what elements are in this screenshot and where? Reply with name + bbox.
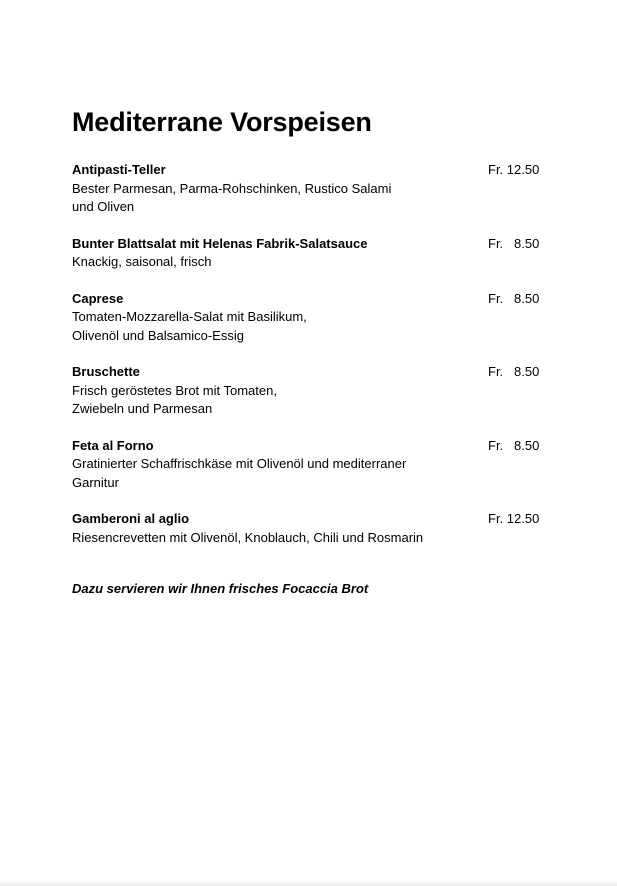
menu-item-description: Riesencrevetten mit Olivenöl, Knoblauch, Chili und Rosmarin	[72, 529, 424, 545]
page-bottom-edge	[0, 880, 617, 886]
menu-item	[72, 510, 552, 547]
menu-item	[72, 437, 552, 493]
menu-item-name: Feta al Forno	[72, 437, 154, 453]
menu-item-name: Gamberoni al aglio	[72, 511, 190, 526]
menu-item-description: Olivenöl und Balsamico-Essig	[72, 327, 244, 343]
menu-item-price: Fr. 8.50	[488, 364, 540, 379]
menu-item-description: Tomaten-Mozzarella-Salat mit Basilikum,	[72, 309, 307, 324]
menu-item	[72, 290, 552, 346]
menu-item-name: Caprese	[72, 290, 124, 306]
menu-item-price: Fr. 12.50	[488, 511, 540, 526]
menu-item-description: Bester Parmesan, Parma-Rohschinken, Rustico Salami	[72, 180, 392, 196]
footnote: Dazu servieren wir Ihnen frisches Focaccia Brot	[72, 581, 369, 596]
menu-item-price: Fr. 8.50	[488, 437, 540, 453]
menu-item-description: und Oliven	[72, 199, 135, 214]
menu-item-price: Fr. 12.50	[488, 162, 540, 177]
menu-item	[72, 161, 552, 217]
menu-item-description: Knackig, saisonal, frisch	[72, 254, 212, 269]
menu-item-description: Frisch geröstetes Brot mit Tomaten,	[72, 382, 277, 398]
menu-item-description: Gratinierter Schaffrischkäse mit Olivenöl und mediterraner	[72, 456, 407, 471]
menu-item	[72, 363, 552, 419]
page-title: Mediterrane Vorspeisen	[72, 107, 372, 137]
menu-item-description: Zwiebeln und Parmesan	[72, 401, 213, 416]
menu-item-description: Garnitur	[72, 474, 119, 490]
menu-item-price: Fr. 8.50	[488, 235, 540, 251]
menu-item-name: Bunter Blattsalat mit Helenas Fabrik-Salatsauce	[72, 235, 368, 251]
menu-item-name: Bruschette	[72, 364, 140, 379]
menu-item-price: Fr. 8.50	[488, 290, 540, 306]
menu-item	[72, 235, 552, 272]
menu-item-list	[72, 161, 552, 547]
menu-item-name: Antipasti-Teller	[72, 162, 166, 177]
